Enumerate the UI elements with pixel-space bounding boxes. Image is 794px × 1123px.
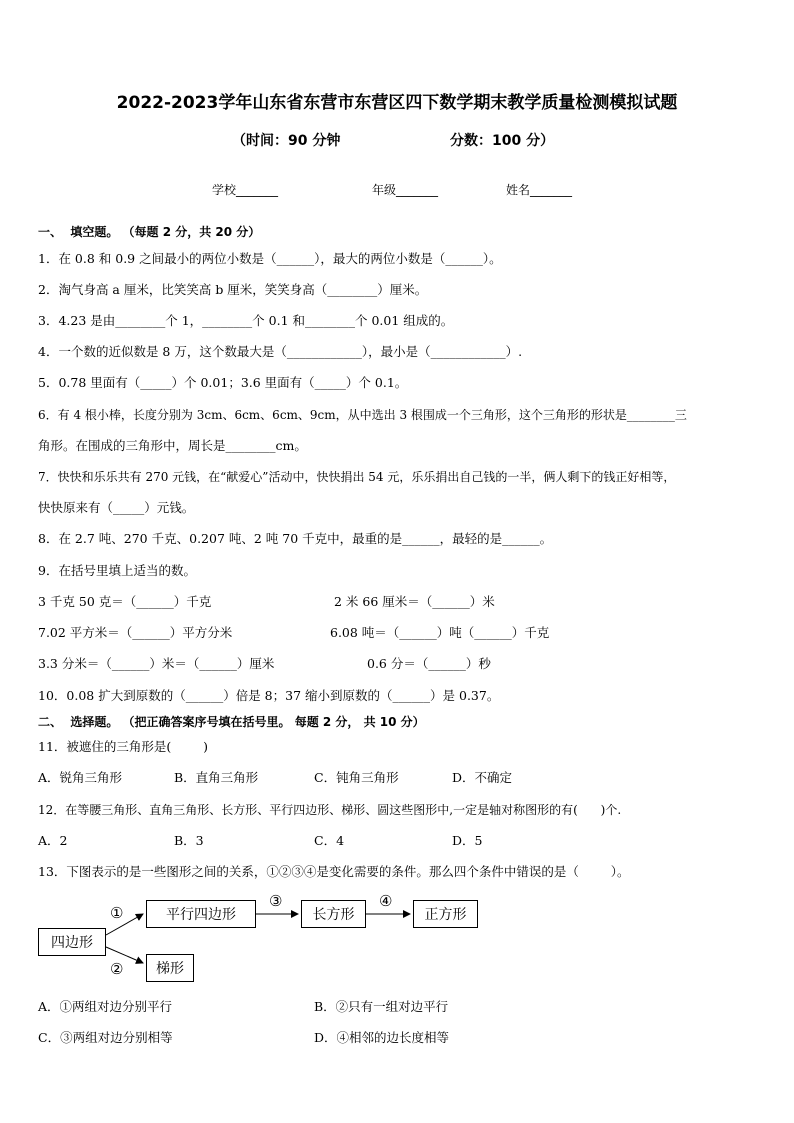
score-label: 分数：100 分） bbox=[450, 133, 555, 149]
school-field: 学校_______ bbox=[212, 183, 279, 197]
q13-option-b: B．②只有一组对边平行 bbox=[314, 999, 449, 1014]
time-label: （时间：90 分钟 bbox=[232, 133, 341, 149]
q13-option-c: C．③两组对边分别相等 bbox=[38, 1030, 173, 1045]
q11-option-a: A．锐角三角形 bbox=[38, 770, 123, 785]
q9-item-3a: 3.3 分米＝（______）米＝（______）厘米 bbox=[38, 656, 275, 671]
exam-title: 2022-2023学年山东省东营市东营区四下数学期末教学质量检测模拟试题 bbox=[116, 93, 678, 113]
question-5: 5．0.78 里面有（_____）个 0.01；3.6 里面有（_____）个 0.1。 bbox=[38, 375, 408, 390]
q9-item-1a: 3 千克 50 克＝（______）千克 bbox=[38, 594, 212, 609]
question-3: 3．4.23 是由________个 1，________个 0.1 和________个 0.01 组成的。 bbox=[38, 313, 454, 328]
condition-4-label: ④ bbox=[379, 892, 393, 910]
q11-option-b: B．直角三角形 bbox=[174, 770, 259, 785]
q11-option-c: C．钝角三角形 bbox=[314, 770, 399, 785]
q12-option-c: C．4 bbox=[314, 833, 345, 848]
box-rectangle: 长方形 bbox=[301, 900, 366, 928]
q9-item-1b: 2 米 66 厘米＝（______）米 bbox=[334, 594, 495, 609]
q12-option-a: A．2 bbox=[38, 833, 68, 848]
grade-field: 年级_______ bbox=[372, 183, 439, 197]
q11-option-d: D．不确定 bbox=[452, 770, 513, 785]
box-parallelogram: 平行四边形 bbox=[146, 900, 256, 928]
box-square: 正方形 bbox=[413, 900, 478, 928]
q12-option-d: D．5 bbox=[452, 833, 483, 848]
question-7-line2: 快快原来有（_____）元钱。 bbox=[38, 500, 195, 515]
q9-item-2a: 7.02 平方米＝（______）平方分米 bbox=[38, 625, 233, 640]
q9-item-2b: 6.08 吨＝（______）吨（______）千克 bbox=[330, 625, 550, 640]
condition-1-label: ① bbox=[110, 904, 124, 922]
question-4: 4．一个数的近似数是 8 万，这个数最大是（____________），最小是（____________）. bbox=[38, 344, 523, 359]
question-8: 8．在 2.7 吨、270 千克、0.207 吨、2 吨 70 千克中，最重的是______，最轻的是______。 bbox=[38, 531, 553, 546]
question-11: 11．被遮住的三角形是( ) bbox=[38, 739, 208, 754]
q12-option-b: B．3 bbox=[174, 833, 204, 848]
box-quadrilateral: 四边形 bbox=[38, 928, 106, 956]
q13-option-d: D．④相邻的边长度相等 bbox=[314, 1030, 450, 1045]
question-6-line1: 6．有 4 根小棒，长度分别为 3cm、6cm、6cm、9cm，从中选出 3 根围成一个三角形，这个三角形的形状是________三 bbox=[38, 408, 687, 422]
name-field: 姓名_______ bbox=[506, 183, 573, 197]
q13-option-a: A．①两组对边分别平行 bbox=[38, 999, 173, 1014]
question-6-line2: 角形。在围成的三角形中，周长是________cm。 bbox=[38, 438, 307, 453]
question-2: 2．淘气身高 a 厘米，比笑笑高 b 厘米，笑笑身高（________）厘米。 bbox=[38, 282, 428, 297]
question-10: 10．0.08 扩大到原数的（______）倍是 8；37 缩小到原数的（______）是 0.37。 bbox=[38, 688, 500, 703]
condition-3-label: ③ bbox=[269, 892, 283, 910]
question-7-line1: 7．快快和乐乐共有 270 元钱，在“献爱心”活动中，快快捐出 54 元，乐乐捐出自己钱的一半，俩人剩下的钱正好相等， bbox=[38, 470, 676, 484]
section-heading-choice: 二、 选择题。 （把正确答案序号填在括号里。 每题 2 分， 共 10 分） bbox=[38, 715, 425, 729]
box-trapezoid: 梯形 bbox=[146, 954, 194, 982]
condition-2-label: ② bbox=[110, 960, 124, 978]
q9-item-3b: 0.6 分＝（______）秒 bbox=[367, 656, 491, 671]
question-13: 13．下图表示的是一些图形之间的关系，①②③④是变化需要的条件。那么四个条件中错误的是（ ）。 bbox=[38, 864, 630, 879]
question-1: 1．在 0.8 和 0.9 之间最小的两位小数是（______），最大的两位小数是（______）。 bbox=[38, 251, 502, 266]
shape-relation-diagram bbox=[36, 890, 496, 985]
section-heading-fill: 一、 填空题。 （每题 2 分，共 20 分） bbox=[38, 225, 261, 239]
question-12: 12．在等腰三角形、直角三角形、长方形、平行四边形、梯形、圆这些图形中,一定是轴对称图形的有( )个. bbox=[38, 803, 622, 817]
question-9: 9．在括号里填上适当的数。 bbox=[38, 563, 196, 578]
